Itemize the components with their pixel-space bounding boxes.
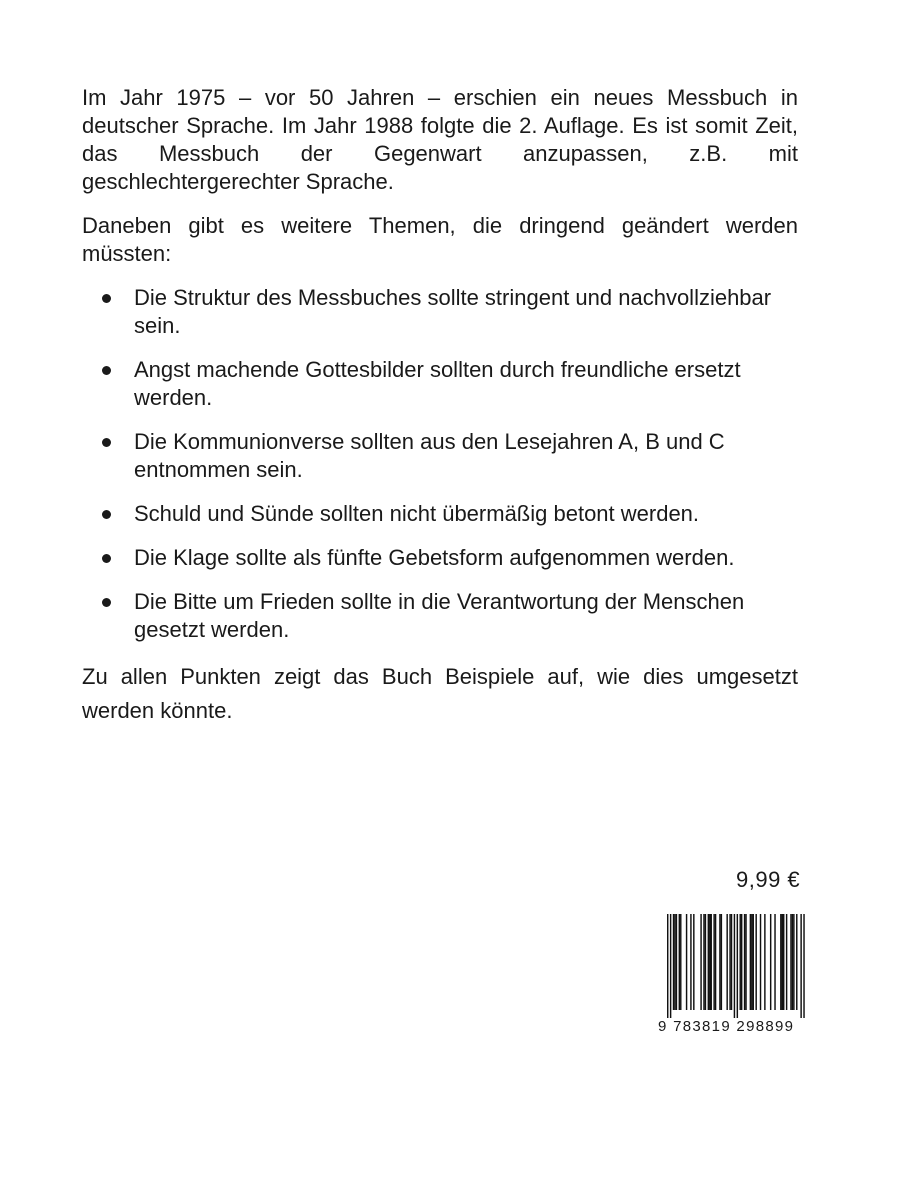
intro-paragraph: Im Jahr 1975 – vor 50 Jahren – erschien ein neues Messbuch in deutscher Sprache. Im Jahr 1988 folgte die 2. Auflage. Es ist somit Zeit, das Messbuch der Gegenwart anzupassen, z.B. mit geschlechtergerechter Sprache. xyxy=(82,85,798,194)
list-item-text: Die Struktur des Messbuches sollte stringent und nachvollziehbar sein. xyxy=(134,285,772,338)
list-item xyxy=(82,500,798,528)
list-item xyxy=(82,544,798,572)
barcode-bar xyxy=(786,914,787,1010)
barcode-bar xyxy=(770,914,771,1010)
barcode-bar xyxy=(734,914,735,1018)
barcode-bar xyxy=(709,914,710,1010)
isbn-barcode xyxy=(658,914,808,1050)
bullet-icon xyxy=(102,554,111,563)
barcode-bar xyxy=(740,914,741,1010)
price-label: 9,99 € xyxy=(736,867,801,892)
barcode-bar xyxy=(800,914,801,1018)
barcode-bar xyxy=(744,914,745,1010)
barcode-bar xyxy=(774,914,775,1010)
list-item-text: Schuld und Sünde sollten nicht übermäßig betont werden. xyxy=(134,501,700,526)
list-item-text: Angst machende Gottesbilder sollten durch freundliche ersetzt werden. xyxy=(134,357,741,410)
description-text-block xyxy=(82,84,798,728)
barcode-bar xyxy=(792,914,793,1010)
list-item-text: Die Kommunionverse sollten aus den Lesejahren A, B und C entnommen sein. xyxy=(134,429,725,482)
barcode-bar xyxy=(721,914,722,1010)
list-item xyxy=(82,284,798,340)
barcode-bar xyxy=(782,914,783,1010)
barcode-bar xyxy=(750,914,751,1010)
barcode-bar xyxy=(760,914,761,1010)
barcode-bar xyxy=(715,914,716,1010)
list-item xyxy=(82,356,798,412)
barcode-bar xyxy=(705,914,706,1010)
bullet-icon xyxy=(102,294,111,303)
barcode-bar xyxy=(741,914,742,1010)
bullet-icon xyxy=(102,366,111,375)
barcode-bars-graphic xyxy=(658,914,808,1018)
barcode-bar xyxy=(790,914,791,1010)
barcode-bar xyxy=(751,914,752,1010)
barcode-bar xyxy=(719,914,720,1010)
barcode-bar xyxy=(670,914,671,1018)
barcode-bar xyxy=(693,914,694,1010)
barcode-bar xyxy=(679,914,680,1010)
barcode-bar xyxy=(793,914,794,1010)
list-item xyxy=(82,588,798,644)
barcode-bar xyxy=(680,914,681,1010)
barcode-bar xyxy=(674,914,675,1010)
barcode-bar xyxy=(783,914,784,1010)
barcode-bar xyxy=(700,914,701,1010)
barcode-bar xyxy=(731,914,732,1010)
barcode-bar xyxy=(711,914,712,1010)
barcode-bar xyxy=(803,914,804,1018)
barcode-bar xyxy=(753,914,754,1010)
barcode-bar xyxy=(726,914,727,1010)
barcode-bar xyxy=(686,914,687,1010)
barcode-bar xyxy=(796,914,797,1010)
bullet-icon xyxy=(102,510,111,519)
list-item-text: Die Klage sollte als fünfte Gebetsform aufgenommen werden. xyxy=(134,545,735,570)
barcode-bar xyxy=(764,914,765,1010)
topic-list xyxy=(82,284,798,644)
topics-intro-paragraph: Daneben gibt es weitere Themen, die dringend geändert werden müssten: xyxy=(82,213,798,266)
barcode-bar xyxy=(713,914,714,1010)
barcode-bar xyxy=(729,914,730,1010)
barcode-bar xyxy=(745,914,746,1010)
barcode-bar xyxy=(708,914,709,1010)
barcode-bar xyxy=(703,914,704,1010)
barcode-bar xyxy=(673,914,674,1010)
barcode-bar xyxy=(690,914,691,1010)
barcode-bar xyxy=(780,914,781,1010)
bullet-icon xyxy=(102,438,111,447)
bullet-icon xyxy=(102,598,111,607)
list-item-text: Die Bitte um Frieden sollte in die Verantwortung der Menschen gesetzt werden. xyxy=(134,589,745,642)
isbn-number: 9 783819 298899 xyxy=(658,1018,795,1035)
barcode-bar xyxy=(755,914,756,1010)
barcode-bar xyxy=(667,914,668,1018)
barcode-bar xyxy=(676,914,677,1010)
closing-paragraph: Zu allen Punkten zeigt das Buch Beispiele auf, wie dies umgesetzt werden könnte. xyxy=(82,664,798,723)
barcode-bar xyxy=(737,914,738,1018)
list-item xyxy=(82,428,798,484)
